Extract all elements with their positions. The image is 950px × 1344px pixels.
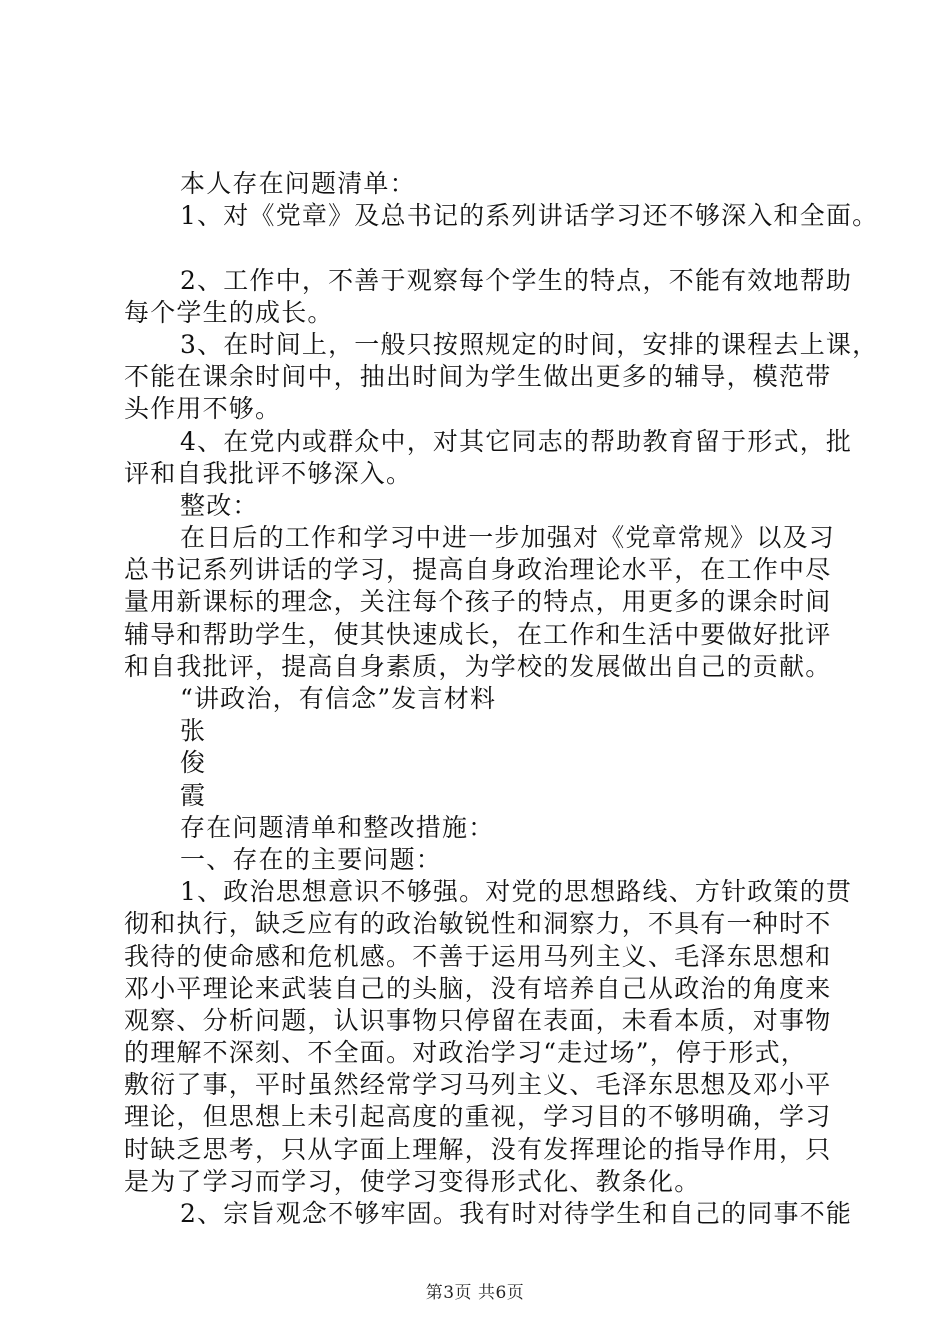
text-line: 不能在课余时间中，抽出时间为学生做出更多的辅导，模范带: [124, 362, 832, 392]
text-line: 1、对《党章》及总书记的系列讲话学习还不够深入和全面。: [180, 201, 879, 231]
text-line: 3、在时间上，一般只按照规定的时间，安排的课程去上课，: [180, 329, 879, 359]
text-line: 本人存在问题清单：: [180, 169, 416, 198]
text-line: 邓小平理论来武装自己的头脑，没有培养自己从政治的角度来: [124, 973, 832, 1003]
document-title: “讲政治，有信念”发言材料: [180, 684, 497, 713]
text-line: 总书记系列讲话的学习，提高自身政治理论水平，在工作中尽: [124, 555, 832, 585]
text-line: 时缺乏思考，只从字面上理解，没有发挥理论的指导作用，只: [124, 1134, 832, 1164]
section-heading: 存在问题清单和整改措施：: [180, 812, 495, 842]
text-line: 1、政治思想意识不够强。对党的思想路线、方针政策的贯: [180, 877, 853, 907]
page-number-label: 第3页 共6页: [425, 1283, 525, 1303]
text-line: 4、在党内或群众中，对其它同志的帮助教育留于形式，批: [180, 426, 853, 456]
text-line: 的理解不深刻、不全面。对政治学习“走过场”，停于形式，: [124, 1038, 807, 1068]
text-line: 2、工作中，不善于观察每个学生的特点，不能有效地帮助: [180, 265, 853, 295]
text-line: 彻和执行，缺乏应有的政治敏锐性和洞察力，不具有一种时不: [124, 909, 832, 939]
text-line: 是为了学习而学习，使学习变得形式化、教条化。: [124, 1166, 701, 1196]
text-line: 和自我批评，提高自身素质，为学校的发展做出自己的贡献。: [124, 651, 832, 681]
blank-line: [124, 232, 850, 264]
text-line: 头作用不够。: [124, 394, 282, 424]
text-line: 我待的使命感和危机感。不善于运用马列主义、毛泽东思想和: [124, 941, 832, 971]
text-line: 理论，但思想上未引起高度的重视，学习目的不够明确，学习: [124, 1102, 832, 1132]
text-line: 量用新课标的理念，关注每个孩子的特点，用更多的课余时间: [124, 587, 832, 617]
author-name-char: 俊: [180, 748, 207, 778]
text-line: 观察、分析问题，认识事物只停留在表面，未看本质，对事物: [124, 1005, 832, 1035]
section-heading: 一、存在的主要问题：: [180, 844, 443, 874]
author-name-char: 霞: [180, 780, 207, 810]
section-heading: 整改：: [180, 490, 259, 520]
text-line: 辅导和帮助学生，使其快速成长，在工作和生活中要做好批评: [124, 619, 832, 649]
page-footer: [0, 1278, 950, 1303]
text-line: 在日后的工作和学习中进一步加强对《党章常规》以及习: [180, 523, 836, 553]
author-name-char: 张: [180, 716, 207, 746]
text-line: 每个学生的成长。: [124, 297, 334, 327]
document-body: [124, 168, 879, 1230]
text-line: 敷衍了事，平时虽然经常学习马列主义、毛泽东思想及邓小平: [124, 1070, 832, 1100]
text-line: 评和自我批评不够深入。: [124, 458, 413, 488]
text-line: 2、宗旨观念不够牢固。我有时对待学生和自己的同事不能: [180, 1199, 853, 1228]
